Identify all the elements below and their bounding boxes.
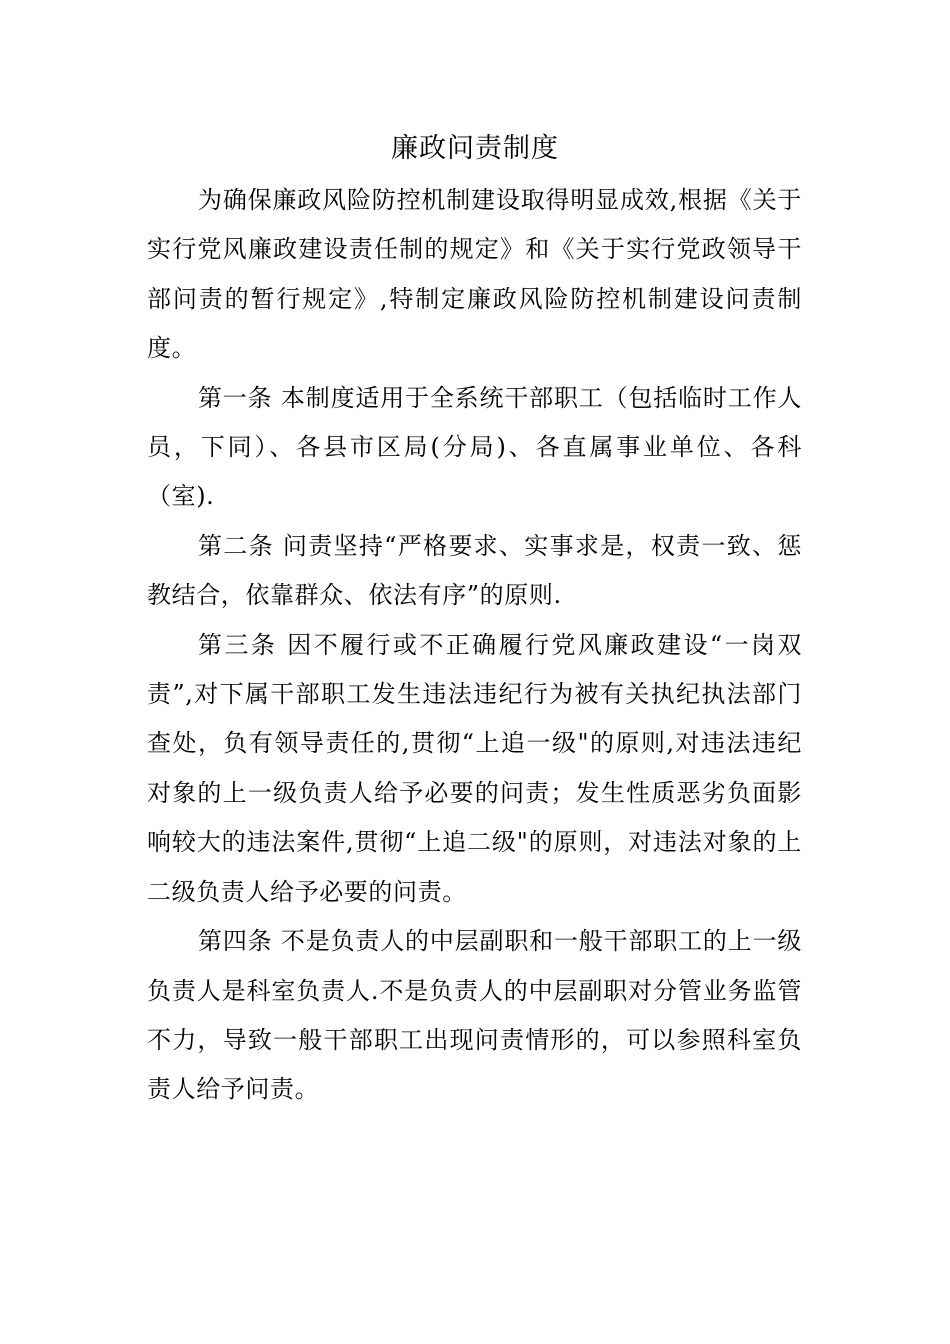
article-3-paragraph: 第三条 因不履行或不正确履行党风廉政建设“一岗双责”,对下属干部职工发生违法违纪行为被有关执纪执法部门查处，负有领导责任的,贯彻“上追一级"的原则,对违法违纪对象的上一级负责人给予必要的问责；发生性质恶劣负面影响较大的违法案件,贯彻“上追二级"的原则，对违法对象的上二级负责人给予必要的问责。 bbox=[147, 630, 802, 906]
document-body bbox=[147, 176, 802, 1115]
intro-paragraph: 为确保廉政风险防控机制建设取得明显成效,根据《关于实行党风廉政建设责任制的规定》和《关于实行党政领导干部问责的暂行规定》,特制定廉政风险防控机制建设问责制度。 bbox=[147, 186, 802, 363]
article-1-paragraph: 第一条 本制度适用于全系统干部职工（包括临时工作人员，下同）、各县市区局(分局)、各直属事业单位、各科（室). bbox=[147, 383, 802, 511]
article-2-paragraph: 第二条 问责坚持“严格要求、实事求是，权责一致、惩教结合，依靠群众、依法有序”的原则. bbox=[147, 531, 802, 610]
document-title: 廉政问责制度 bbox=[391, 133, 559, 164]
article-4-paragraph: 第四条 不是负责人的中层副职和一般干部职工的上一级负责人是科室负责人.不是负责人的中层副职对分管业务监管不力，导致一般干部职工出现问责情形的，可以参照科室负责人给予问责。 bbox=[147, 927, 802, 1104]
